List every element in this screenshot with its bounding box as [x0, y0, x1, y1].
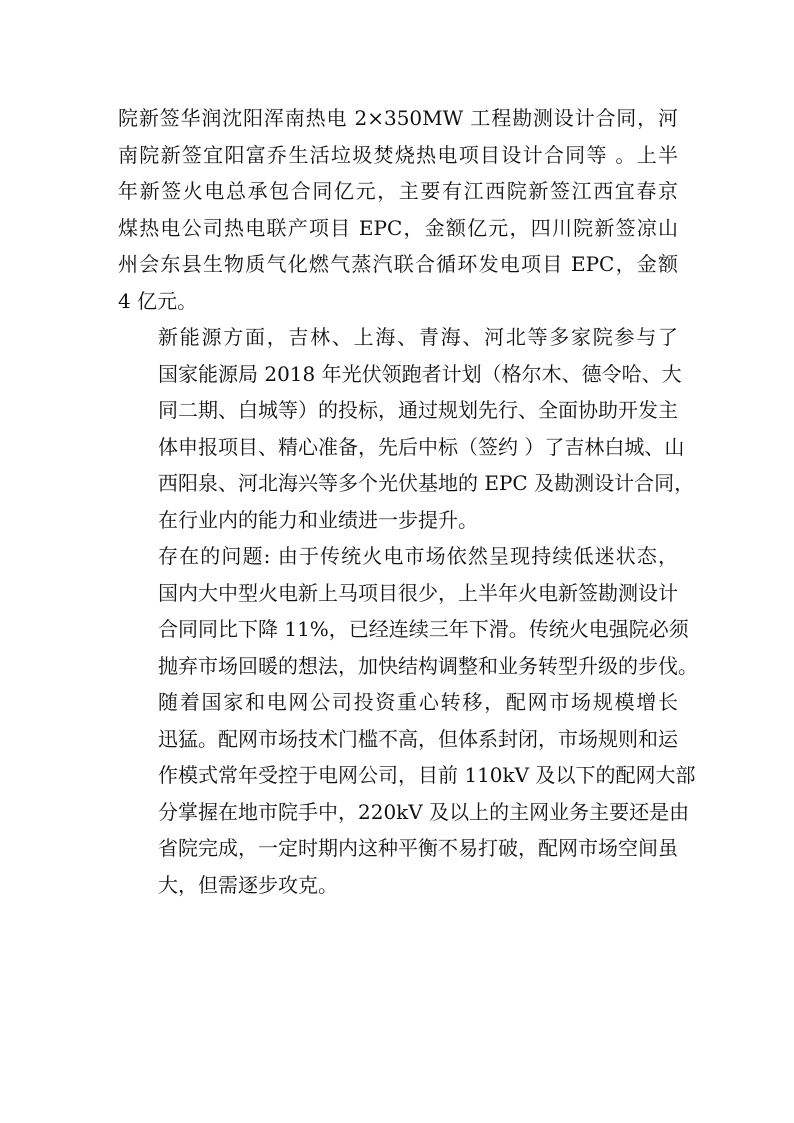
text-line: 国家能源局 2018 年光伏领跑者计划（格尔木、德令哈、大: [158, 361, 682, 386]
text-line: 省院完成，一定时期内这种平衡不易打破，配网市场空间虽: [158, 836, 678, 860]
text-line: 作模式常年受控于电网公司，目前 110kV 及以下的配网大部: [158, 763, 696, 787]
paragraph-new-energy: [118, 319, 695, 538]
text-line: 随着国家和电网公司投资重心转移，配网市场规模增长: [158, 690, 678, 714]
text-line: 南院新签宜阳富乔生活垃圾焚烧热电项目设计合同等 。上半: [118, 142, 678, 167]
text-line: 合同同比下降 11%，已经连续三年下滑。传统火电强院必须: [158, 617, 689, 641]
text-line: 存在的问题: 由于传统火电市场依然呈现持续低迷状态，: [158, 544, 678, 568]
text-line: 煤热电公司热电联产项目 EPC，金额亿元，四川院新签凉山: [118, 215, 678, 240]
text-line: 同二期、白城等）的投标，通过规划先行、全面协助开发主: [158, 398, 678, 422]
text-line: 西阳泉、河北海兴等多个光伏基地的 EPC 及勘测设计合同，: [158, 471, 695, 495]
text-line: 抛弃市场回暖的想法，加快结构调整和业务转型升级的步伐。: [158, 653, 698, 678]
paragraph-distribution-network: [118, 684, 696, 903]
text-line: 新能源方面，吉林、上海、青海、河北等多家院参与了: [158, 325, 678, 349]
paragraph-existing-problems: [118, 538, 698, 684]
text-line: 迅猛。配网市场技术门槛不高，但体系封闭，市场规则和运: [158, 726, 678, 751]
text-line: 州会东县生物质气化燃气蒸汽联合循环发电项目 EPC，金额: [118, 252, 678, 276]
text-line: 体申报项目、精心准备，先后中标（签约 ）了吉林白城、山: [158, 434, 685, 459]
text-line: 大，但需逐步攻克。: [158, 872, 338, 897]
text-line: 分掌握在地市院手中，220kV 及以上的主网业务主要还是由: [158, 799, 690, 824]
text-line: 院新签华润沈阳浑南热电 2×350MW 工程勘测设计合同，河: [118, 106, 678, 130]
text-line: 在行业内的能力和业绩进一步提升。: [158, 507, 478, 532]
document-body: [118, 100, 698, 903]
text-line: 国内大中型火电新上马项目很少，上半年火电新签勘测设计: [158, 580, 678, 605]
text-line: 4 亿元。: [118, 288, 198, 313]
paragraph-thermal-contracts: [118, 100, 678, 319]
text-line: 年新签火电总承包合同亿元，主要有江西院新签江西宜春京: [118, 179, 678, 203]
